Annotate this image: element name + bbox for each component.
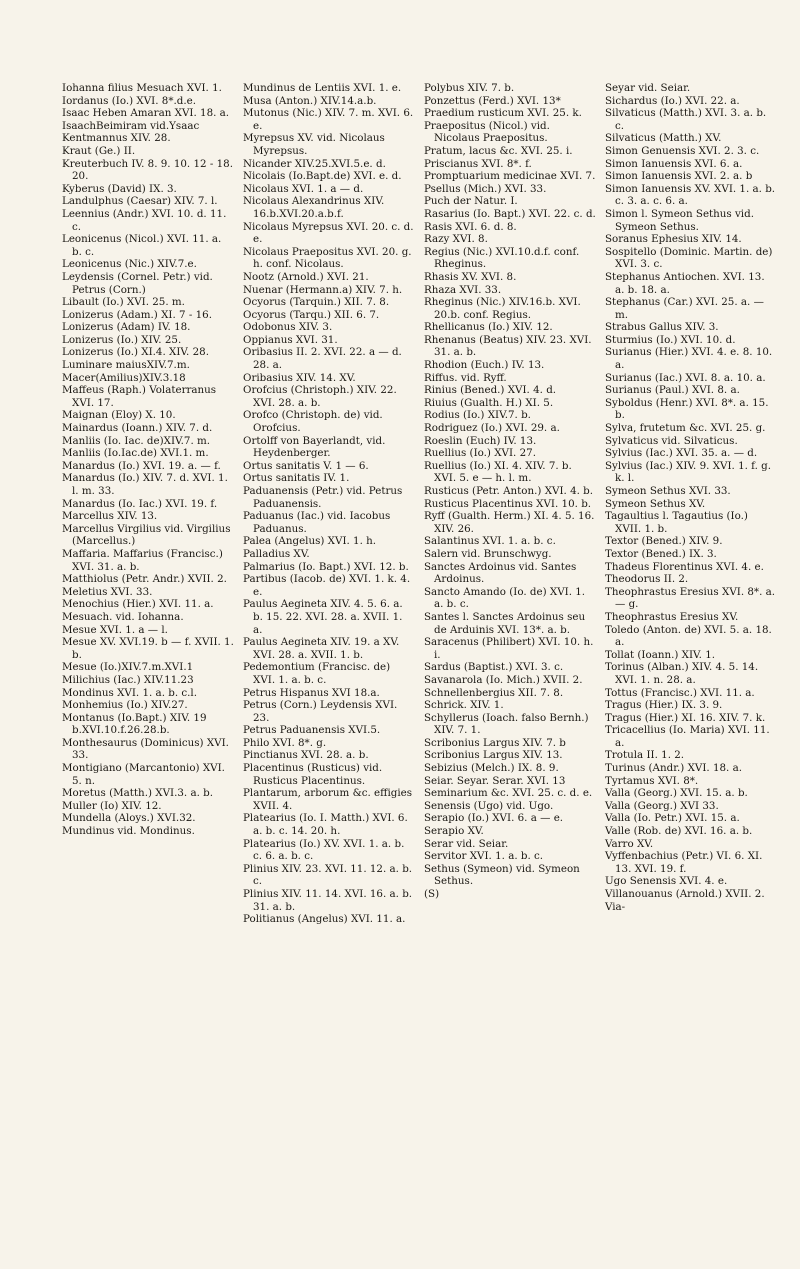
index-entry: Manardus (Io. Iac.) XVI. 19. f. bbox=[62, 497, 218, 510]
index-entry: Philo XVI. 8*. g. bbox=[243, 736, 327, 749]
index-entry: Petrus Hispanus XVI 18.a. bbox=[243, 686, 380, 699]
index-entry: Trotula II. 1. 2. bbox=[605, 749, 685, 762]
index-entry: Rasis XVI. 6. d. 8. bbox=[424, 220, 517, 233]
index-entry: Pinctianus XVI. 28. a. b. bbox=[243, 749, 369, 762]
index-entry: Ponzettus (Ferd.) XVI. 13* bbox=[424, 94, 561, 107]
index-entry: Petrus (Corn.) Leydensis XVI. 23. bbox=[243, 699, 398, 724]
index-entry: Leonicenus (Nic.) XIV.7.e. bbox=[62, 258, 197, 271]
index-entry: Paulus Aegineta XIV. 19. a XV. XVI. 28. a. XVII. 1. b. bbox=[243, 636, 400, 661]
index-entry: Kreuterbuch IV. 8. 9. 10. 12 - 18. 20. bbox=[62, 157, 233, 183]
index-columns bbox=[62, 82, 790, 926]
index-entry: Paulus Aegineta XIV. 4. 5. 6. a. b. 15. 22. XVI. 28. a. XVII. 1. a. bbox=[243, 598, 403, 636]
index-entry: Rhaza XVI. 33. bbox=[424, 283, 502, 296]
index-entry: Serapio XV. bbox=[424, 825, 484, 838]
index-entry: Lonizerus (Adam) IV. 18. bbox=[62, 321, 191, 334]
index-entry: Psellus (Mich.) XVI. 33. bbox=[424, 182, 547, 195]
index-entry: Oppianus XVI. 31. bbox=[243, 333, 338, 346]
index-entry: Menochius (Hier.) XVI. 11. a. bbox=[62, 598, 214, 611]
index-entry: Mesue XVI. 1. a — l. bbox=[62, 623, 168, 636]
index-entry: Simon Genuensis XVI. 2. 3. c. bbox=[605, 144, 760, 157]
index-entry: Scribonius Largus XIV. 13. bbox=[424, 749, 563, 762]
index-entry: Simon l. Symeon Sethus vid. Symeon Sethus. bbox=[605, 207, 754, 233]
index-entry: Rodius (Io.) XIV.7. b. bbox=[424, 409, 531, 422]
index-entry: Ortolff von Bayerlandt, vid. Heydenberger. bbox=[243, 434, 386, 460]
index-entry: Praedium rusticum XVI. 25. k. bbox=[424, 107, 582, 120]
index-entry: Sylvius (Iac.) XIV. 9. XVI. 1. f. g. k. l. bbox=[605, 459, 772, 485]
index-entry: Theophrastus Eresius XVI. 8*. a. — g. bbox=[605, 585, 776, 611]
index-entry: Ocyorus (Tarqu.) XII. 6. 7. bbox=[243, 308, 380, 321]
index-entry: Nicolaus Praepositus XVI. 20. g. h. conf. Nicolaus. bbox=[243, 245, 412, 271]
index-entry: Senensis (Ugo) vid. Ugo. bbox=[424, 799, 554, 812]
index-entry: Salantinus XVI. 1. a. b. c. bbox=[424, 535, 556, 548]
index-entry: Nicander XIV.25.XVI.5.e. d. bbox=[243, 157, 386, 170]
index-entry: Saracenus (Philibert) XVI. 10. h. i. bbox=[424, 636, 594, 661]
index-entry: Monthesaurus (Dominicus) XVI. 33. bbox=[62, 736, 229, 762]
index-entry: Luminare maiusXIV.7.m. bbox=[62, 359, 190, 372]
index-entry: Manardus (Io.) XVI. 19. a. — f. bbox=[62, 459, 221, 472]
index-entry: Platearius (Io. I. Matth.) XVI. 6. a. b. c. 14. 20. h. bbox=[243, 812, 408, 838]
index-entry: Oribasius II. 2. XVI. 22. a — d. 28. a. bbox=[243, 346, 402, 372]
index-entry: Nicolaus Alexandrinus XIV. 16.b.XVI.20.a.b.f. bbox=[243, 195, 385, 220]
index-entry: Oribasius XIV. 14. XV. bbox=[243, 371, 356, 384]
index-entry: Nuenar (Hermann.a) XIV. 7. h. bbox=[243, 283, 403, 296]
index-entry: Tragus (Hier.) XI. 16. XIV. 7. k. bbox=[605, 711, 766, 724]
index-entry: Musa (Anton.) XIV.14.a.b. bbox=[243, 94, 377, 107]
index-column-2 bbox=[243, 82, 415, 926]
index-entry: Maffaria. Maffarius (Francisc.) XVI. 31. a. b. bbox=[62, 547, 223, 573]
index-entry: Valla (Georg.) XVI. 15. a. b. bbox=[605, 787, 748, 800]
index-entry: Sylva, frutetum &c. XVI. 25. g. bbox=[605, 422, 766, 435]
index-entry: Partibus (Iacob. de) XVI. 1. k. 4. e. bbox=[243, 573, 411, 598]
index-entry: Mondinus XVI. 1. a. b. c.l. bbox=[62, 686, 197, 699]
index-entry: Isaac Heben Amaran XVI. 18. a. bbox=[62, 107, 230, 120]
index-entry: Kraut (Ge.) II. bbox=[62, 144, 136, 157]
index-entry: Scribonius Largus XIV. 7. b bbox=[424, 736, 566, 749]
index-entry: Montanus (Io.Bapt.) XIV. 19 b.XVI.10.f.26.28.b. bbox=[62, 711, 207, 737]
index-entry: Toledo (Anton. de) XVI. 5. a. 18. a. bbox=[605, 623, 772, 649]
index-entry: Meletius XVI. 33. bbox=[62, 585, 153, 598]
index-entry: Maffeus (Raph.) Volaterranus XVI. 17. bbox=[62, 384, 217, 409]
index-entry: Monhemius (Io.) XIV.27. bbox=[62, 699, 188, 712]
index-entry: Nicolaus Myrepsus XVI. 20. c. d. e. bbox=[243, 220, 414, 246]
index-entry: Iordanus (Io.) XVI. 8*.d.e. bbox=[62, 94, 196, 107]
index-entry: Mesue (Io.)XIV.7.m.XVI.1 bbox=[62, 661, 194, 674]
index-column-1 bbox=[62, 82, 234, 926]
index-entry: Puch der Natur. I. bbox=[424, 195, 518, 208]
index-entry: Sylvaticus vid. Silvaticus. bbox=[605, 434, 738, 447]
index-entry: Sardus (Baptist.) XVI. 3. c. bbox=[424, 661, 564, 674]
index-entry: Mundinus de Lentiis XVI. 1. e. bbox=[243, 82, 402, 94]
index-entry: Sethus (Symeon) vid. Symeon Sethus. bbox=[424, 862, 580, 888]
index-entry: Rusticus (Petr. Anton.) XVI. 4. b. bbox=[424, 485, 594, 497]
index-entry: Seyar vid. Seiar. bbox=[605, 82, 691, 94]
index-entry: Serapio (Io.) XVI. 6. a — e. bbox=[424, 812, 564, 825]
index-entry: Tragus (Hier.) IX. 3. 9. bbox=[605, 699, 723, 712]
index-entry: Ortus sanitatis IV. 1. bbox=[243, 472, 350, 485]
index-entry: Razy XVI. 8. bbox=[424, 233, 488, 246]
index-entry: Lonizerus (Io.) XIV. 25. bbox=[62, 333, 182, 346]
index-entry: Manliis (Io.Iac.de) XVI.1. m. bbox=[62, 447, 209, 460]
index-entry: Soranus Ephesius XIV. 14. bbox=[605, 233, 742, 246]
index-entry: Rhenanus (Beatus) XIV. 23. XVI. 31. a. b. bbox=[424, 333, 592, 359]
index-entry: Pratum, lacus &c. XVI. 25. i. bbox=[424, 144, 573, 157]
index-entry: Sospitello (Dominic. Martin. de) XVI. 3. c. bbox=[605, 245, 773, 271]
index-entry: Rheginus (Nic.) XIV.16.b. XVI. 20.b. conf. Regius. bbox=[424, 296, 581, 321]
index-entry: Sancto Amando (Io. de) XVI. 1. a. b. c. bbox=[424, 585, 586, 611]
index-entry: Seiar. Seyar. Serar. XVI. 13 bbox=[424, 774, 566, 787]
index-entry: Manliis (Io. Iac. de)XIV.7. m. bbox=[62, 434, 211, 447]
index-column-3 bbox=[424, 82, 596, 926]
index-entry: Nootz (Arnold.) XVI. 21. bbox=[243, 270, 369, 283]
index-entry: Silvaticus (Matth.) XV. bbox=[605, 132, 722, 145]
index-entry: Priscianus XVI. 8*. f. bbox=[424, 157, 532, 170]
index-entry: Plinius XIV. 11. 14. XVI. 16. a. b. 31. a. b. bbox=[243, 888, 413, 913]
index-entry: Torinus (Alban.) XIV. 4. 5. 14. XVI. 1. n. 28. a. bbox=[605, 661, 759, 686]
index-entry: Ryff (Gualth. Herm.) XI. 4. 5. 16. XIV. 26. bbox=[424, 510, 595, 535]
index-entry: Sanctes Ardoinus vid. Santes Ardoinus. bbox=[424, 560, 577, 586]
index-entry: Textor (Bened.) IX. 3. bbox=[605, 547, 717, 560]
index-entry: Kyberus (David) IX. 3. bbox=[62, 182, 177, 195]
index-entry: Plinius XIV. 23. XVI. 11. 12. a. b. c. bbox=[243, 862, 413, 888]
index-entry: Ugo Senensis XVI. 4. e. bbox=[605, 875, 728, 888]
index-entry: Simon Ianuensis XVI. 2. a. b bbox=[605, 170, 753, 183]
index-entry: Strabus Gallus XIV. 3. bbox=[605, 321, 719, 334]
index-entry: Kentmannus XIV. 28. bbox=[62, 132, 171, 145]
index-entry: Platearius (Io.) XV. XVI. 1. a. b. c. 6. a. b. c. bbox=[243, 837, 405, 863]
index-entry: Theophrastus Eresius XV. bbox=[605, 610, 739, 623]
index-entry: Sylvius (Iac.) XVI. 35. a. — d. bbox=[605, 447, 758, 460]
index-entry: Tollat (Ioann.) XIV. 1. bbox=[605, 648, 716, 661]
index-entry: Surianus (Paul.) XVI. 8. a. bbox=[605, 384, 740, 397]
index-entry: Rhodion (Euch.) IV. 13. bbox=[424, 359, 545, 372]
index-entry: Plantarum, arborum &c. effigies XVII. 4. bbox=[243, 787, 413, 812]
index-entry: Polybus XIV. 7. b. bbox=[424, 82, 515, 94]
index-entry: IsaachBeimiram vid.Ysaac bbox=[62, 119, 200, 132]
index-entry: Ocyorus (Tarquin.) XII. 7. 8. bbox=[243, 296, 390, 309]
index-entry: Villanouanus (Arnold.) XVII. 2. bbox=[605, 888, 765, 900]
index-entry: Tricacellius (Io. Maria) XVI. 11. a. bbox=[605, 724, 770, 749]
index-entry: Salern vid. Brunschwyg. bbox=[424, 547, 552, 560]
index-entry: Iohanna filius Mesuach XVI. 1. bbox=[62, 82, 222, 94]
index-entry: Servitor XVI. 1. a. b. c. bbox=[424, 850, 544, 863]
index-entry: Simon Ianuensis XV. XVI. 1. a. b. c. 3. a. c. 6. a. bbox=[605, 182, 776, 208]
index-entry: Theodorus II. 2. bbox=[605, 573, 689, 586]
index-entry: Praepositus (Nicol.) vid. Nicolaus Praepositus. bbox=[424, 119, 550, 145]
index-entry: Tyrtamus XVI. 8*. bbox=[605, 774, 699, 787]
index-entry: Sebizius (Melch.) IX. 8. 9. bbox=[424, 762, 559, 775]
index-entry: Montigiano (Marcantonio) XVI. 5. n. bbox=[62, 762, 225, 787]
index-entry: Odobonus XIV. 3. bbox=[243, 321, 333, 334]
index-entry: Ruellius (Io.) XVI. 27. bbox=[424, 447, 536, 460]
index-entry: Politianus (Angelus) XVI. 11. a. bbox=[243, 913, 406, 926]
index-entry: Ruellius (Io.) XI. 4. XIV. 7. b. XVI. 5. e — h. l. m. bbox=[424, 459, 572, 485]
index-entry: Leonicenus (Nicol.) XVI. 11. a. b. c. bbox=[62, 233, 222, 258]
index-entry: Stephanus Antiochen. XVI. 13. a. b. 18. a. bbox=[605, 270, 765, 296]
index-entry: Via- bbox=[605, 900, 626, 913]
index-entry: Schnellenbergius XII. 7. 8. bbox=[424, 686, 564, 699]
index-entry: Seminarium &c. XVI. 25. c. d. e. bbox=[424, 787, 593, 800]
index-entry: Rusticus Placentinus XVI. 10. b. bbox=[424, 497, 592, 510]
index-entry: Tagaultius l. Tagautius (Io.) XVII. 1. b. bbox=[605, 510, 748, 535]
index-entry: Riffus. vid. Ryff. bbox=[424, 371, 507, 384]
index-entry: Symeon Sethus XV. bbox=[605, 497, 706, 510]
index-entry: Palea (Angelus) XVI. 1. h. bbox=[243, 535, 377, 548]
index-entry: Rodriguez (Io.) XVI. 29. a. bbox=[424, 422, 560, 435]
index-entry: Surianus (Hier.) XVI. 4. e. 8. 10. a. bbox=[605, 346, 773, 372]
index-entry: Thadeus Florentinus XVI. 4. e. bbox=[605, 560, 764, 573]
index-entry: Landulphus (Caesar) XIV. 7. l. bbox=[62, 195, 218, 208]
index-entry: Santes l. Sanctes Ardoinus seu de Arduinis XVI. 13*. a. b. bbox=[424, 610, 586, 636]
index-entry: Roeslin (Euch) IV. 13. bbox=[424, 434, 537, 447]
index-entry: (S) bbox=[424, 888, 440, 900]
index-entry: Riuius (Gualth. H.) XI. 5. bbox=[424, 396, 554, 409]
index-entry: Regius (Nic.) XVI.10.d.f. conf. Rheginus. bbox=[424, 245, 580, 271]
index-entry: Valla (Georg.) XVI 33. bbox=[605, 799, 719, 812]
index-entry: Matthiolus (Petr. Andr.) XVII. 2. bbox=[62, 573, 227, 586]
index-entry: Syboldus (Henr.) XVI. 8*. a. 15. b. bbox=[605, 396, 769, 422]
index-entry: Manardus (Io.) XIV. 7. d. XVI. 1. l. m. 33. bbox=[62, 472, 228, 497]
index-entry: Marcellus XIV. 13. bbox=[62, 510, 158, 523]
index-entry: Ortus sanitatis V. 1 — 6. bbox=[243, 459, 369, 472]
index-entry: Rhasis XV. XVI. 8. bbox=[424, 270, 517, 283]
index-entry: Macer(Amilius)XIV.3.18 bbox=[62, 371, 186, 384]
index-entry: Libault (Io.) XVI. 25. m. bbox=[62, 296, 185, 309]
index-entry: Rinius (Bened.) XVI. 4. d. bbox=[424, 384, 557, 397]
index-entry: Myrepsus XV. vid. Nicolaus Myrepsus. bbox=[243, 132, 385, 157]
index-entry: Schrick. XIV. 1. bbox=[424, 699, 504, 712]
index-entry: Marcellus Virgilius vid. Virgilius (Marcellus.) bbox=[62, 522, 231, 548]
index-entry: Promptuarium medicinae XVI. 7. bbox=[424, 170, 596, 183]
index-entry: Silvaticus (Matth.) XVI. 3. a. b. c. bbox=[605, 107, 767, 132]
index-entry: Pedemontium (Francisc. de) XVI. 1. a. b. c. bbox=[243, 661, 391, 686]
index-entry: Mainardus (Ioann.) XIV. 7. d. bbox=[62, 422, 213, 435]
index-entry: Orofcius (Christoph.) XIV. 22. XVI. 28. a. b. bbox=[243, 384, 397, 409]
index-entry: Nicolaus XVI. 1. a — d. bbox=[243, 182, 364, 195]
index-entry: Muller (Io) XIV. 12. bbox=[62, 799, 162, 812]
index-entry: Rhellicanus (Io.) XIV. 12. bbox=[424, 321, 553, 334]
index-entry: Rasarius (Io. Bapt.) XVI. 22. c. d. bbox=[424, 207, 596, 220]
index-entry: Palmarius (Io. Bapt.) XVI. 12. b. bbox=[243, 560, 409, 573]
index-entry: Mundella (Aloys.) XVI.32. bbox=[62, 812, 196, 825]
index-entry: Symeon Sethus XVI. 33. bbox=[605, 485, 731, 497]
index-entry: Milichius (Iac.) XIV.11.23 bbox=[62, 673, 194, 686]
index-entry: Moretus (Matth.) XVI.3. a. b. bbox=[62, 787, 214, 800]
index-entry: Placentinus (Rusticus) vid. Rusticus Placentinus. bbox=[243, 762, 383, 787]
index-entry: Valla (Io. Petr.) XVI. 15. a. bbox=[605, 812, 740, 825]
index-entry: Leydensis (Cornel. Petr.) vid. Petrus (Corn.) bbox=[62, 270, 213, 296]
index-entry: Orofco (Christoph. de) vid. Orofcius. bbox=[243, 409, 383, 435]
index-entry: Surianus (Iac.) XVI. 8. a. 10. a. bbox=[605, 371, 766, 384]
index-entry: Schyllerus (Ioach. falso Bernh.) XIV. 7. 1. bbox=[424, 711, 589, 737]
index-column-4 bbox=[605, 82, 777, 926]
index-entry: Leennius (Andr.) XVI. 10. d. 11. c. bbox=[62, 207, 227, 233]
index-entry: Stephanus (Car.) XVI. 25. a. — m. bbox=[605, 296, 764, 321]
index-entry: Mundinus vid. Mondinus. bbox=[62, 825, 195, 838]
index-entry: Simon Ianuensis XVI. 6. a. bbox=[605, 157, 743, 170]
index-entry: Turinus (Andr.) XVI. 18. a. bbox=[605, 762, 743, 775]
index-entry: Sichardus (Io.) XVI. 22. a. bbox=[605, 94, 740, 107]
index-entry: Valle (Rob. de) XVI. 16. a. b. bbox=[605, 825, 753, 838]
index-entry: Savanarola (Io. Mich.) XVII. 2. bbox=[424, 673, 583, 686]
index-entry: Petrus Paduanensis XVI.5. bbox=[243, 724, 381, 737]
index-entry: Maignan (Eloy) X. 10. bbox=[62, 409, 176, 422]
index-entry: Mesuach. vid. Iohanna. bbox=[62, 610, 184, 623]
index-entry: Vyffenbachius (Petr.) VI. 6. XI. 13. XVI. 19. f. bbox=[605, 850, 763, 875]
index-entry: Mesue XV. XVI.19. b — f. XVII. 1. b. bbox=[62, 636, 234, 661]
index-entry: Paduanus (Iac.) vid. Iacobus Paduanus. bbox=[243, 510, 391, 535]
index-entry: Palladius XV. bbox=[243, 547, 310, 560]
index-entry: Nicolais (Io.Bapt.de) XVI. e. d. bbox=[243, 170, 402, 183]
index-entry: Textor (Bened.) XIV. 9. bbox=[605, 535, 723, 548]
index-entry: Sturmius (Io.) XVI. 10. d. bbox=[605, 333, 736, 346]
index-entry: Tottus (Francisc.) XVI. 11. a. bbox=[605, 686, 755, 699]
index-entry: Serar vid. Seiar. bbox=[424, 837, 509, 850]
index-entry: Paduanensis (Petr.) vid. Petrus Paduanensis. bbox=[243, 485, 403, 510]
index-entry: Mutonus (Nic.) XIV. 7. m. XVI. 6. e. bbox=[243, 107, 414, 132]
index-entry: Lonizerus (Io.) XI.4. XIV. 28. bbox=[62, 346, 209, 359]
index-entry: Varro XV. bbox=[605, 837, 654, 850]
index-entry: Lonizerus (Adam.) XI. 7 - 16. bbox=[62, 308, 212, 321]
